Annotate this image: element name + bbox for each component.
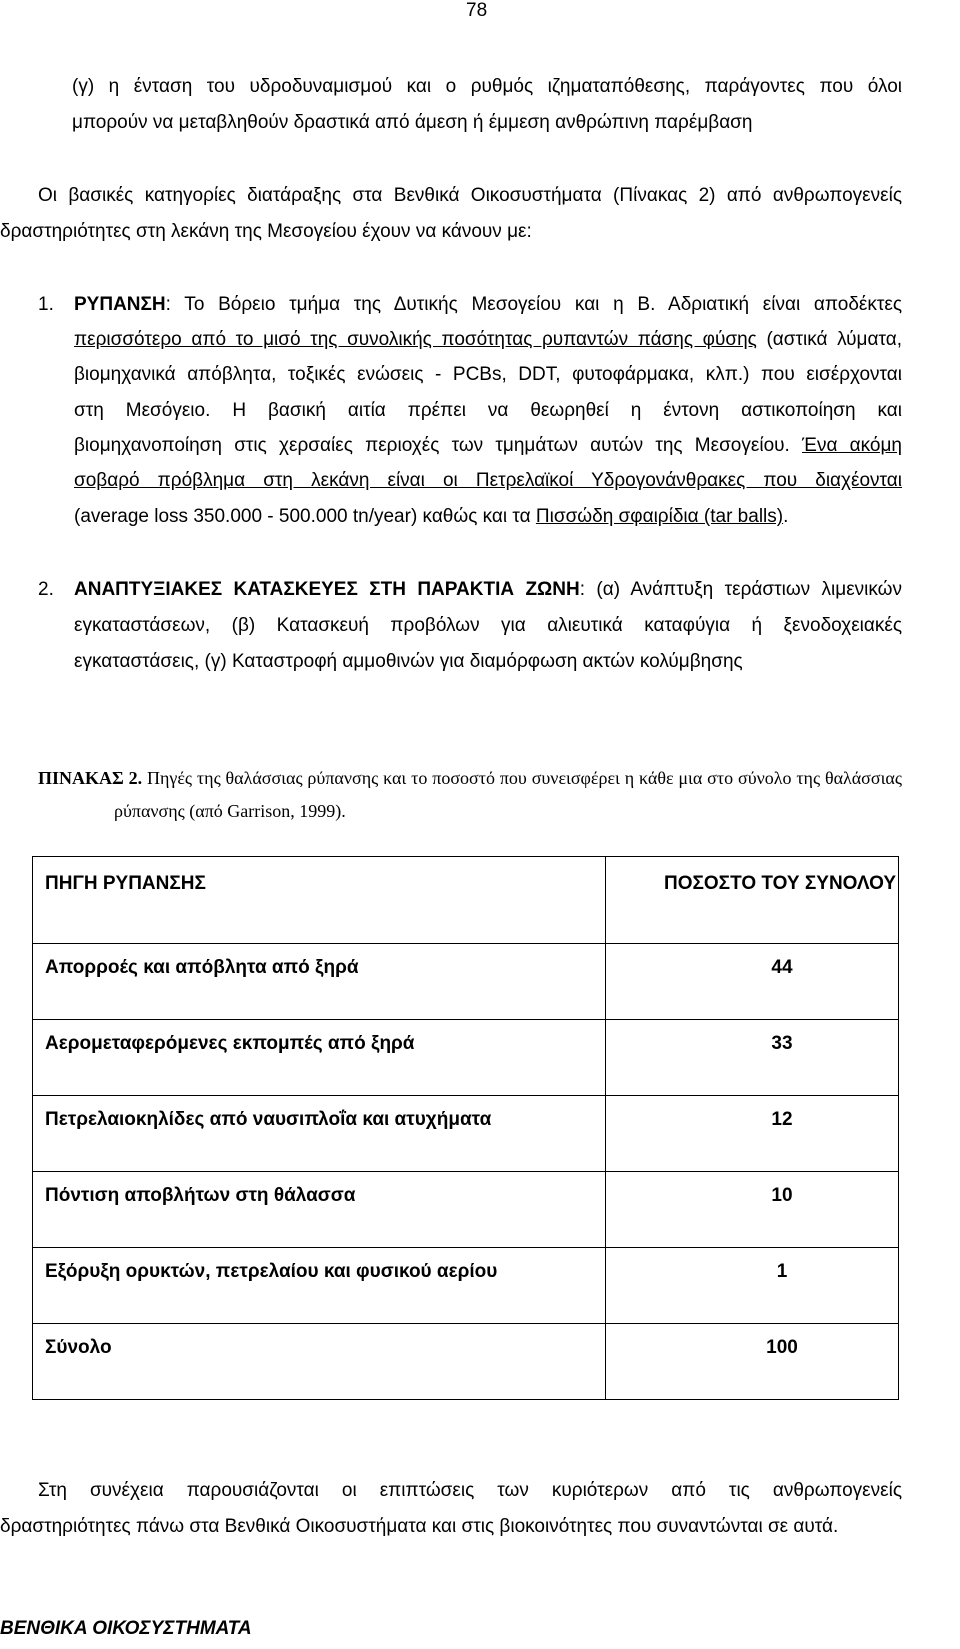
item1-line-3: βιομηχανικά απόβλητα, τοξικές ενώσεις - PCBs, DDT, φυτοφάρμακα, κλπ.) που εισέρχονται xyxy=(74,364,902,385)
row-percent: 33 xyxy=(606,1020,899,1096)
item1-line-5 xyxy=(74,435,902,457)
item1-line-2-text: (αστικά λύματα, xyxy=(756,329,902,350)
item2-number: 2. xyxy=(38,579,54,600)
table-caption-label: ΠΙΝΑΚΑΣ 2. xyxy=(38,768,143,788)
header-percent: ΠΟΣΟΣΤΟ ΤΟΥ ΣΥΝΟΛΟΥ xyxy=(606,857,899,944)
row-percent: 100 xyxy=(606,1324,899,1400)
intro-line-1: (γ) η ένταση του υδροδυναμισμού και ο ρυθμός ιζηματαπόθεσης, παράγοντες που όλοι xyxy=(72,76,902,97)
item1-line-4: στη Μεσόγειο. Η βασική αιτία πρέπει να θεωρηθεί η έντονη αστικοποίηση και xyxy=(74,400,902,421)
row-percent: 1 xyxy=(606,1248,899,1324)
row-source: Αερομεταφερόμενες εκπομπές από ξηρά xyxy=(33,1020,606,1096)
table-row xyxy=(33,944,899,1020)
categories-line-2: δραστηριότητες στη λεκάνη της Μεσογείου έχουν να κάνουν με: xyxy=(0,221,532,242)
conclusion-line-1: Στη συνέχεια παρουσιάζονται οι επιπτώσεις των κυριότερων από τις ανθρωπογενείς xyxy=(38,1480,902,1501)
item1-underlined-text: περισσότερο από το μισό της συνολικής ποσότητας ρυπαντών πάσης φύσης xyxy=(74,329,757,350)
item1-line-1-text: : Το Βόρειο τμήμα της Δυτικής Μεσογείου και η Β. Αδριατική είναι αποδέκτες xyxy=(165,294,902,315)
item1-heading: ΡΥΠΑΝΣΗ xyxy=(74,294,166,315)
table-caption-line-1 xyxy=(38,768,902,789)
table-row xyxy=(33,1172,899,1248)
item1-line-7-end: . xyxy=(783,506,789,527)
footer-title: ΒΕΝΘΙΚΑ ΟΙΚΟΣΥΣΤΗΜΑΤΑ xyxy=(0,1618,252,1639)
row-source: Πετρελαιοκηλίδες από ναυσιπλοΐα και ατυχήματα xyxy=(33,1096,606,1172)
item2-line-3: εγκαταστάσεις, (γ) Καταστροφή αμμοθινών για διαμόρφωση ακτών κολύμβησης xyxy=(74,651,743,672)
row-percent: 44 xyxy=(606,944,899,1020)
table-header-row xyxy=(33,857,899,944)
pollution-sources-table xyxy=(32,856,899,1400)
item2-line-1-text: : (α) Ανάπτυξη τεράστιων λιμενικών xyxy=(579,579,902,600)
item1-line-7-underlined: Πισσώδη σφαιρίδια (tar balls) xyxy=(535,506,784,527)
row-source: Σύνολο xyxy=(33,1324,606,1400)
row-source: Απορροές και απόβλητα από ξηρά xyxy=(33,944,606,1020)
row-source: Εξόρυξη ορυκτών, πετρελαίου και φυσικού αερίου xyxy=(33,1248,606,1324)
item1-line-1 xyxy=(74,294,902,316)
row-percent: 12 xyxy=(606,1096,899,1172)
row-source: Πόντιση αποβλήτων στη θάλασσα xyxy=(33,1172,606,1248)
item1-line-6 xyxy=(74,470,902,492)
item1-line-2 xyxy=(74,329,902,351)
table-row xyxy=(33,1248,899,1324)
item2-line-1 xyxy=(74,579,902,601)
table-row xyxy=(33,1096,899,1172)
table-total-row xyxy=(33,1324,899,1400)
conclusion-line-2: δραστηριότητες πάνω στα Βενθικά Οικοσυστήματα και στις βιοκοινότητες που συναντώνται σε αυτά. xyxy=(0,1516,839,1537)
categories-line-1: Οι βασικές κατηγορίες διατάραξης στα Βενθικά Οικοσυστήματα (Πίνακας 2) από ανθρωπογενείς xyxy=(38,185,902,206)
item1-line-5-underlined: Ένα ακόμη xyxy=(802,435,902,456)
item2-line-2: εγκαταστάσεων, (β) Κατασκευή προβόλων για αλιευτικά καταφύγια ή ξενοδοχειακές xyxy=(74,615,902,636)
header-source: ΠΗΓΗ ΡΥΠΑΝΣΗΣ xyxy=(33,857,606,944)
row-percent: 10 xyxy=(606,1172,899,1248)
table-row xyxy=(33,1020,899,1096)
table-caption-line-2: ρύπανσης (από Garrison, 1999). xyxy=(114,801,346,821)
item1-line-6-underlined: σοβαρό πρόβλημα στη λεκάνη είναι οι Πετρελαϊκοί Υδρογονάνθρακες που διαχέονται xyxy=(74,470,902,491)
item1-line-7 xyxy=(74,506,788,528)
item1-number: 1. xyxy=(38,294,54,315)
table-caption-text: Πηγές της θαλάσσιας ρύπανσης και το ποσοστό που συνεισφέρει η κάθε μια στο σύνολο της θαλάσσιας xyxy=(142,768,902,788)
intro-line-2: μπορούν να μεταβληθούν δραστικά από άμεση ή έμμεση ανθρώπινη παρέμβαση xyxy=(72,112,753,133)
page-number: 78 xyxy=(466,0,488,21)
item1-line-7-text: (average loss 350.000 - 500.000 tn/year) καθώς και τα xyxy=(74,506,536,527)
item2-heading: ΑΝΑΠΤΥΞΙΑΚΕΣ ΚΑΤΑΣΚΕΥΕΣ ΣΤΗ ΠΑΡΑΚΤΙΑ ΖΩΝΗ xyxy=(74,579,580,600)
item1-line-5-text: βιομηχανοποίηση στις χερσαίες περιοχές των τμημάτων αυτών της Μεσογείου. xyxy=(74,435,803,456)
